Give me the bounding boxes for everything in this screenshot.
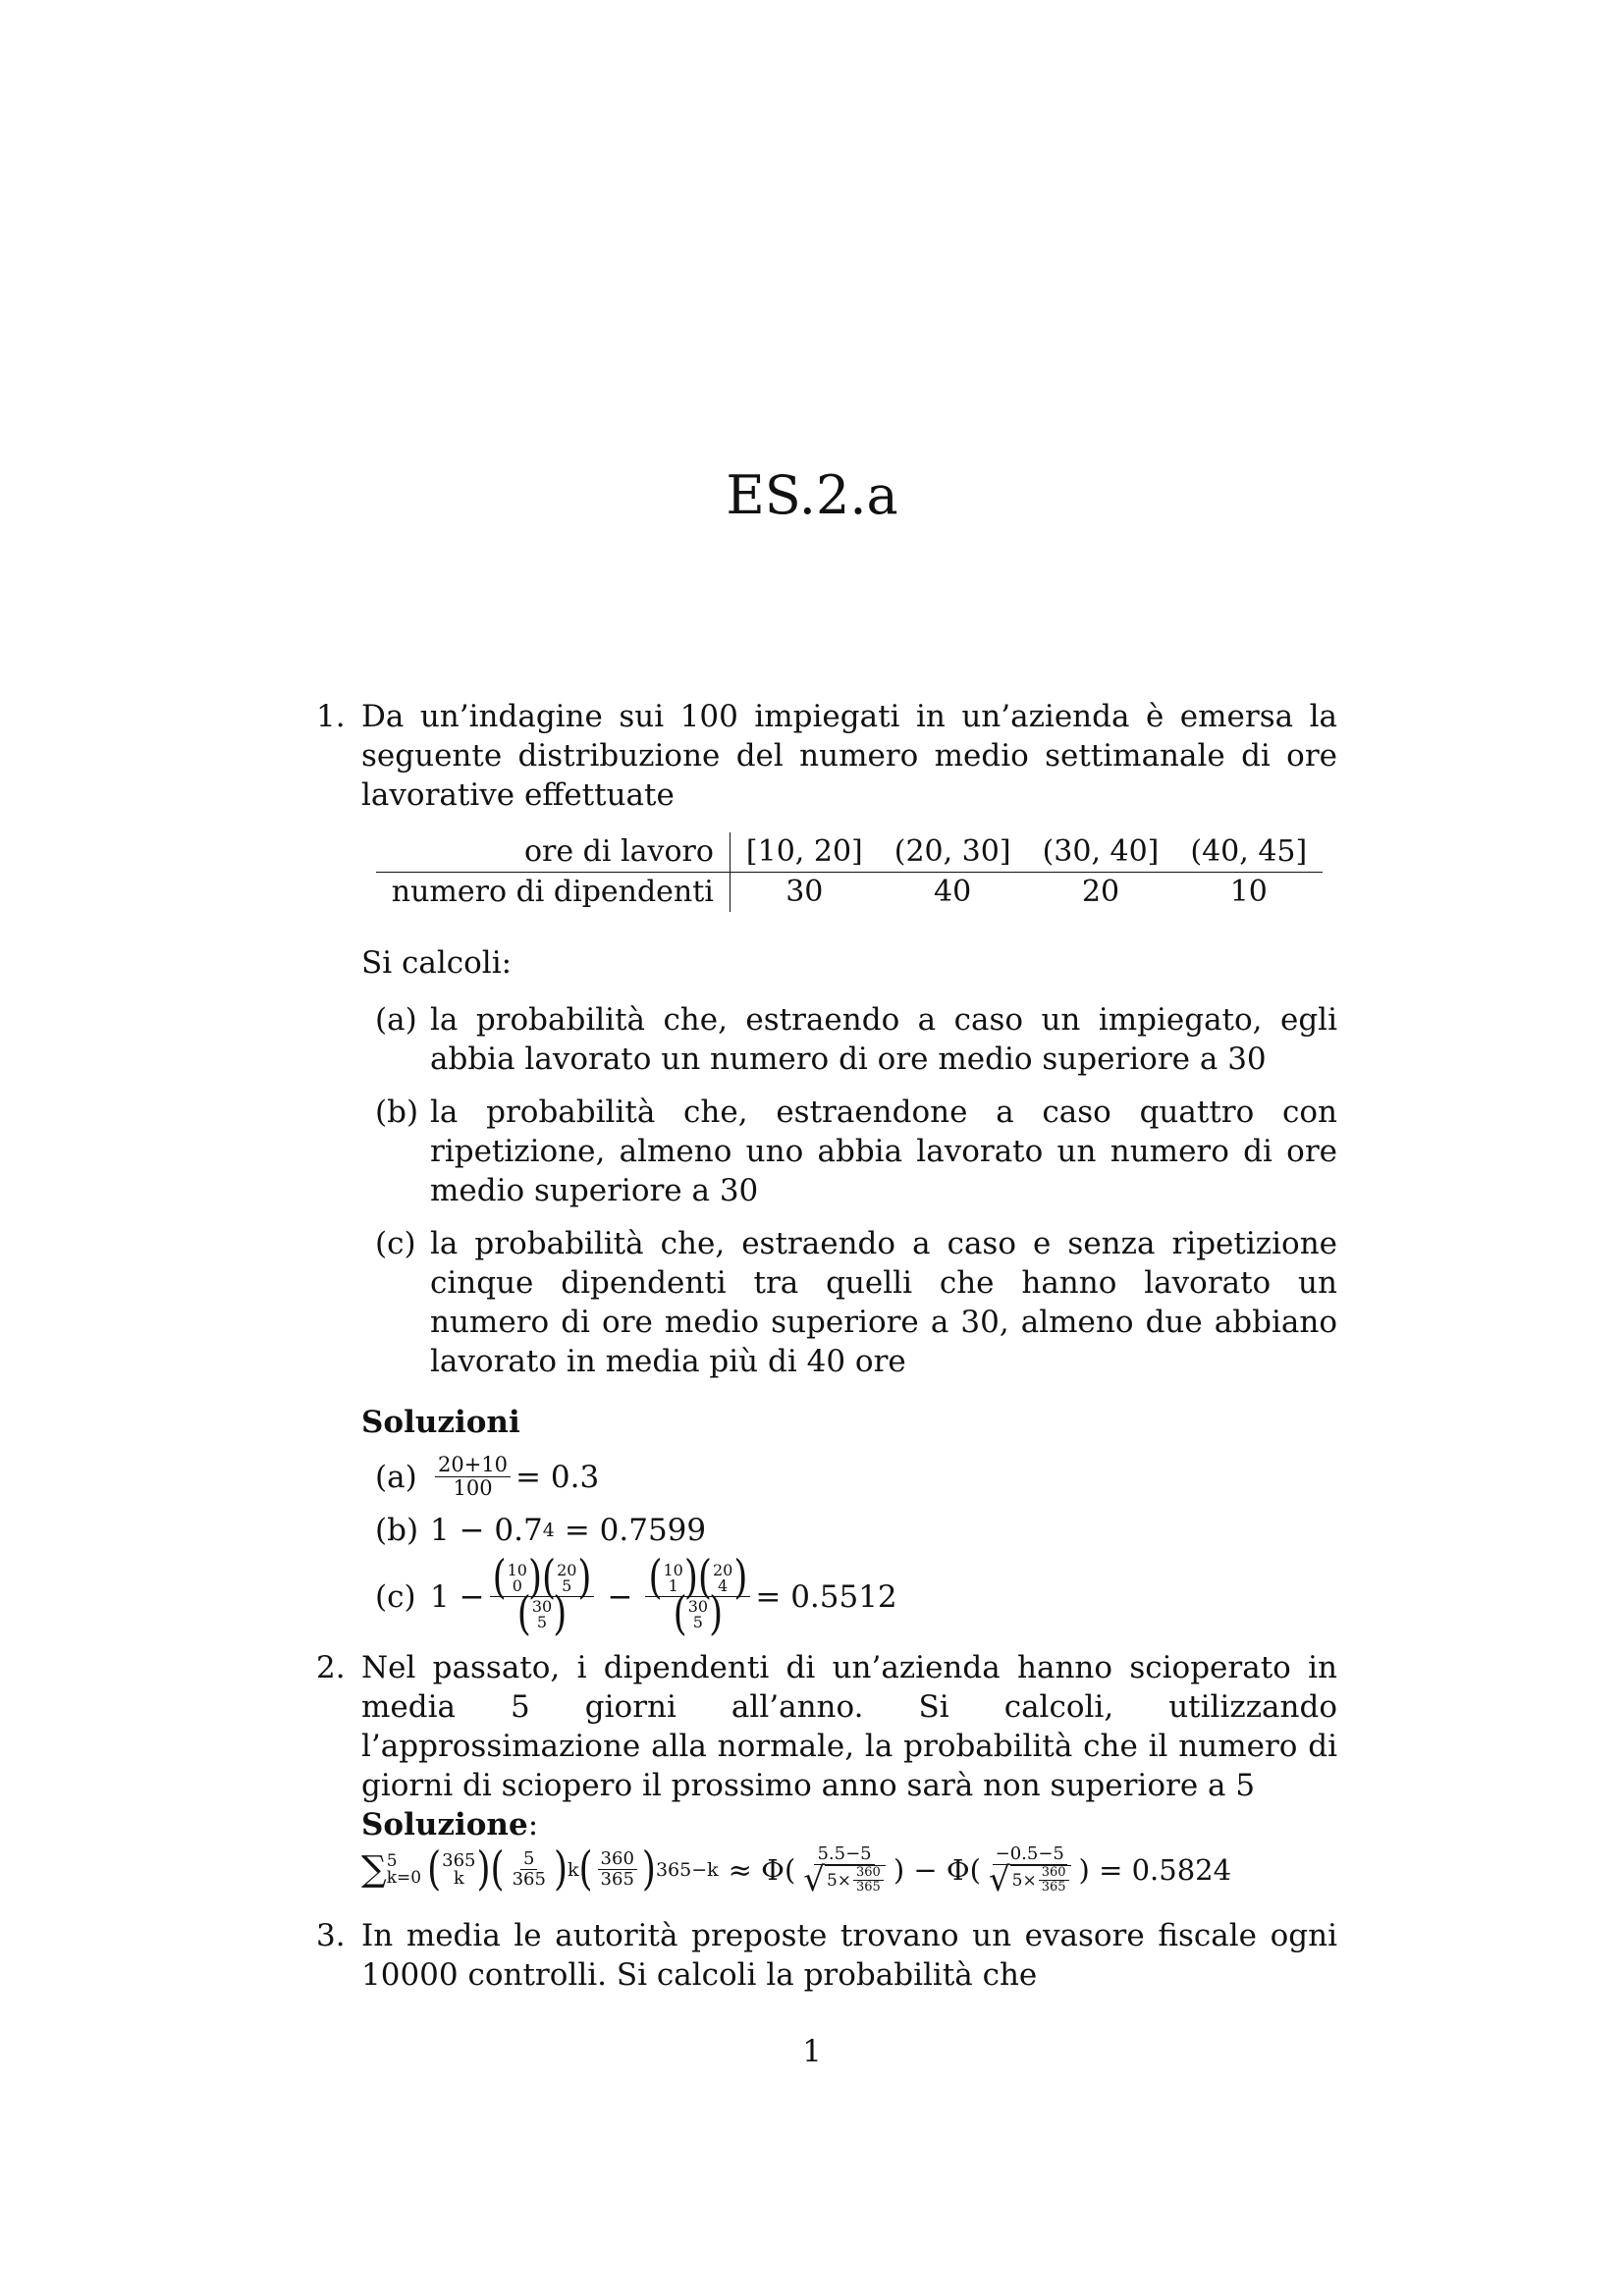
fraction — [645, 1551, 750, 1640]
fraction-denominator: 365 — [1041, 1880, 1066, 1895]
binom-top: 30 — [687, 1597, 709, 1616]
binom-top: 20 — [557, 1561, 577, 1579]
sqrt-prefix: 5× — [1011, 1870, 1037, 1891]
table-cell: [10, 20] — [730, 832, 878, 873]
question-text: la probabilità che, estraendo a caso e senza ripetizione cinque dipendenti tra quelli che hanno lavorato un numero di ore medio superiore a 30, almeno due abbiano lavorato in media più di 40 ore — [430, 1226, 1337, 1379]
solution-label: (a) — [375, 1459, 417, 1495]
fraction-numerator: 5 — [520, 1849, 537, 1870]
fraction-denominator: 100 — [453, 1476, 493, 1500]
binomial: ( 30 5 ) — [516, 1587, 568, 1640]
fraction-numerator — [490, 1551, 595, 1604]
solution-result: = 0.3 — [515, 1459, 600, 1495]
solution-label: (b) — [375, 1513, 419, 1548]
solution-a — [361, 1454, 1337, 1500]
fraction-numerator: 360 — [853, 1866, 884, 1881]
summation-lower: k=0 — [386, 1867, 422, 1888]
table-row-label: ore di lavoro — [376, 832, 731, 873]
binomial: ( 10 0 ) — [492, 1551, 543, 1604]
problem-text: Nel passato, i dipendenti di un’azienda hanno scioperato in media 5 giorni all’anno. Si calcoli, utilizzando l’approssimazione alla normale, la probabilità che il numero di giorni di sciopero il prossimo anno sarà non superiore a 5 — [361, 1650, 1337, 1803]
problem-2 — [316, 1648, 1337, 1899]
problem-text: Da un’indagine sui 100 impiegati in un’azienda è emersa la seguente distribuzione del numero medio settimanale di ore lavorative effettuate — [361, 699, 1337, 813]
solution-result: = 0.5512 — [755, 1578, 897, 1615]
binomial: ( 20 4 ) — [697, 1551, 748, 1604]
solution-c — [361, 1551, 1337, 1640]
inner-fraction — [853, 1866, 884, 1895]
table-cell: 40 — [934, 875, 972, 909]
binomial: ( 20 5 ) — [542, 1551, 592, 1604]
paren-group: ( $\frac{5}{365}$ ) — [490, 1842, 568, 1896]
binomial: ( 365 k ) — [427, 1842, 491, 1896]
normal-approx-formula — [361, 1842, 1337, 1899]
summation-limits — [386, 1850, 422, 1888]
fraction-numerator: 5.5−5 — [814, 1844, 874, 1865]
binom-bottom: 0 — [512, 1576, 522, 1595]
fraction-denominator: 365 — [600, 1869, 634, 1890]
question-c — [361, 1224, 1337, 1381]
fraction — [435, 1454, 511, 1500]
solution-colon: : — [527, 1807, 539, 1842]
table-cell: (20, 30] — [879, 832, 1027, 873]
solution-heading: Soluzione — [361, 1807, 528, 1842]
solution-result: = 0.7599 — [564, 1513, 707, 1548]
fraction-denominator: 365 — [856, 1880, 881, 1895]
question-label: (c) — [375, 1226, 416, 1261]
solution-b — [361, 1510, 1337, 1551]
table-cell: (30, 40] — [1027, 832, 1175, 873]
fraction-numerator: 360 — [598, 1849, 637, 1870]
fraction-numerator — [645, 1551, 750, 1604]
question-b — [361, 1093, 1337, 1210]
binom-top: 10 — [663, 1561, 683, 1579]
problem-number: 3. — [316, 1918, 346, 1953]
sqrt-denominator: √ 5× $\frac{360}{365}$ — [800, 1865, 889, 1895]
question-label: (b) — [375, 1095, 419, 1130]
solution-expression: 1 − — [430, 1578, 485, 1615]
binomial: ( 30 5 ) — [673, 1587, 724, 1640]
table-cell: 20 — [1081, 875, 1120, 909]
problem-text: In media le autorità preposte trovano un evasore fiscale ogni 10000 controlli. Si calcoli la probabilità che — [361, 1918, 1337, 1993]
binom-bottom: 5 — [692, 1613, 703, 1631]
exponent: 4 — [542, 1520, 555, 1541]
fraction — [510, 1849, 549, 1890]
question-label: (a) — [375, 1002, 417, 1038]
problem-1 — [316, 697, 1337, 1640]
minus-sign: − — [607, 1578, 633, 1615]
paren-group: ( $\frac{360}{365}$ ) — [578, 1842, 656, 1896]
fraction-denominator: 365 — [512, 1869, 546, 1890]
binom-top: 365 — [442, 1849, 476, 1871]
sqrt-denominator: √ 5× $\frac{360}{365}$ — [986, 1865, 1074, 1895]
solution-heading-line — [361, 1805, 1337, 1844]
exponent: k — [567, 1858, 579, 1881]
solution-expression: 1 − 0.7 — [430, 1513, 543, 1548]
question-list — [361, 1000, 1337, 1381]
table-cell: 10 — [1229, 875, 1268, 909]
exponent: 365−k — [655, 1858, 719, 1881]
problem-3 — [316, 1916, 1337, 1995]
solution-label: (c) — [375, 1578, 416, 1615]
distribution-table-wrapper — [361, 832, 1337, 912]
question-text: la probabilità che, estraendone a caso quattro con ripetizione, almeno uno abbia lavorato un numero di ore medio superiore a 30 — [430, 1095, 1337, 1208]
binom-bottom: 1 — [668, 1576, 678, 1595]
binom-bottom: k — [453, 1867, 464, 1889]
distribution-table — [376, 832, 1323, 912]
fraction-numerator: 360 — [1039, 1866, 1069, 1881]
problem-list — [316, 697, 1337, 2010]
binom-bottom: 5 — [536, 1613, 548, 1631]
binomial: ( 10 1 ) — [648, 1551, 698, 1604]
fraction — [800, 1843, 889, 1899]
inner-fraction — [1039, 1866, 1069, 1895]
table-cell: (40, 45] — [1174, 832, 1323, 873]
summation — [361, 1850, 427, 1890]
page-title: ES.2.a — [726, 464, 898, 526]
table-row-label: numero di dipendenti — [376, 873, 731, 913]
binom-bottom: 5 — [562, 1576, 572, 1595]
table-row — [376, 873, 1323, 913]
fraction-numerator: −0.5−5 — [993, 1844, 1067, 1865]
summation-upper: 5 — [386, 1850, 398, 1871]
problem-number: 1. — [316, 699, 346, 734]
page-number: 1 — [802, 2034, 822, 2069]
sigma-symbol: ∑ — [361, 1848, 387, 1890]
fraction-numerator: 20+10 — [435, 1454, 511, 1477]
phi-separator: ) − Φ( — [893, 1852, 981, 1887]
binom-top: 10 — [507, 1561, 527, 1579]
fraction — [986, 1843, 1074, 1899]
formula-result: ) = 0.5824 — [1078, 1852, 1232, 1887]
binom-top: 20 — [712, 1561, 733, 1579]
binom-bottom: 4 — [718, 1576, 729, 1595]
question-a — [361, 1000, 1337, 1079]
approx-phi: ≈ Φ( — [728, 1852, 796, 1887]
table-row — [376, 832, 1323, 873]
question-text: la probabilità che, estraendo a caso un impiegato, egli abbia lavorato un numero di ore medio superiore a 30 — [430, 1002, 1337, 1077]
fraction — [598, 1849, 637, 1890]
problem-number: 2. — [316, 1650, 346, 1685]
table-cell: 30 — [785, 875, 824, 909]
sqrt-prefix: 5× — [826, 1870, 851, 1891]
prompt-text: Si calcoli: — [361, 945, 513, 981]
fraction — [490, 1551, 595, 1640]
solution-list — [361, 1453, 1337, 1640]
solutions-heading: Soluzioni — [361, 1405, 520, 1440]
binom-top: 30 — [531, 1597, 553, 1616]
